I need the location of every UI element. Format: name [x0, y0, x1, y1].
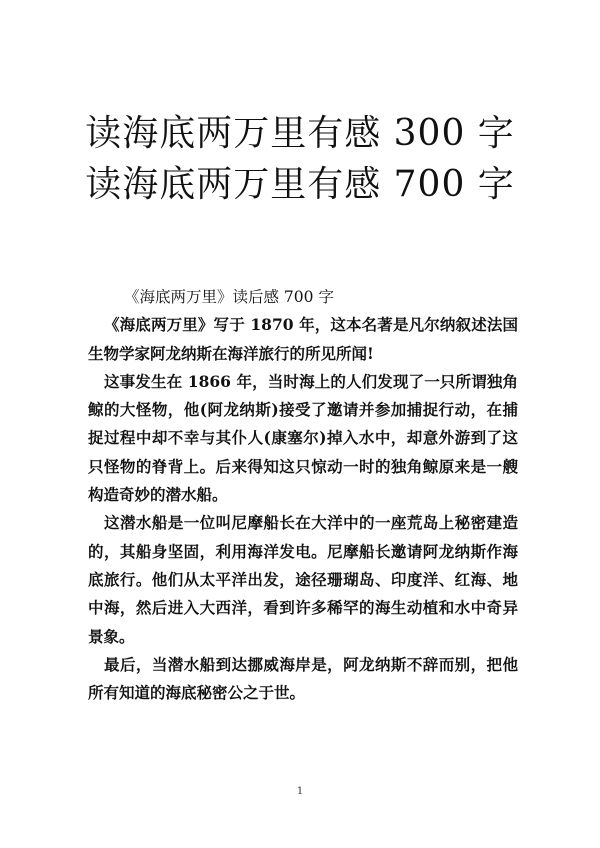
paragraph-4: 最后，当潜水船到达挪威海岸是，阿龙纳斯不辞而别，把他所有知道的海底秘密公之于世。 [88, 654, 518, 703]
title-line-2: 读海底两万里有感 700 字 [85, 164, 515, 205]
paragraph-1: 《海底两万里》写于 1870 年，这本名著是凡尔纳叙述法国生物学家阿龙纳斯在海洋旅行的所见所闻! [88, 315, 518, 363]
paragraph-3: 这潜水船是一位叫尼摩船长在大洋中的一座荒岛上秘密建造的，其船身坚固，利用海洋发电。尼摩船长邀请阿龙纳斯作海底旅行。他们从太平洋出发，途径珊瑚岛、印度洋、红海、地中海，然后进入大西洋，看到许多稀罕的海生动植和水中奇异景象。 [88, 513, 518, 646]
essay-subtitle: 《海底两万里》读后感 700 字 [124, 288, 334, 306]
document-title [0, 108, 600, 210]
title-line-1: 读海底两万里有感 300 字 [85, 113, 515, 154]
document-body [88, 283, 518, 707]
page-number: 1 [296, 786, 304, 797]
paragraph-2: 这事发生在 1866 年，当时海上的人们发现了一只所谓独角鲸的大怪物，他(阿龙纳斯)接受了邀请并参加捕捉行动，在捕捉过程中却不幸与其仆人(康塞尔)掉入水中，却意外游到了这只怪物的脊背上。后来得知这只惊动一时的独角鲸原来是一艘构造奇妙的潜水船。 [88, 371, 518, 505]
